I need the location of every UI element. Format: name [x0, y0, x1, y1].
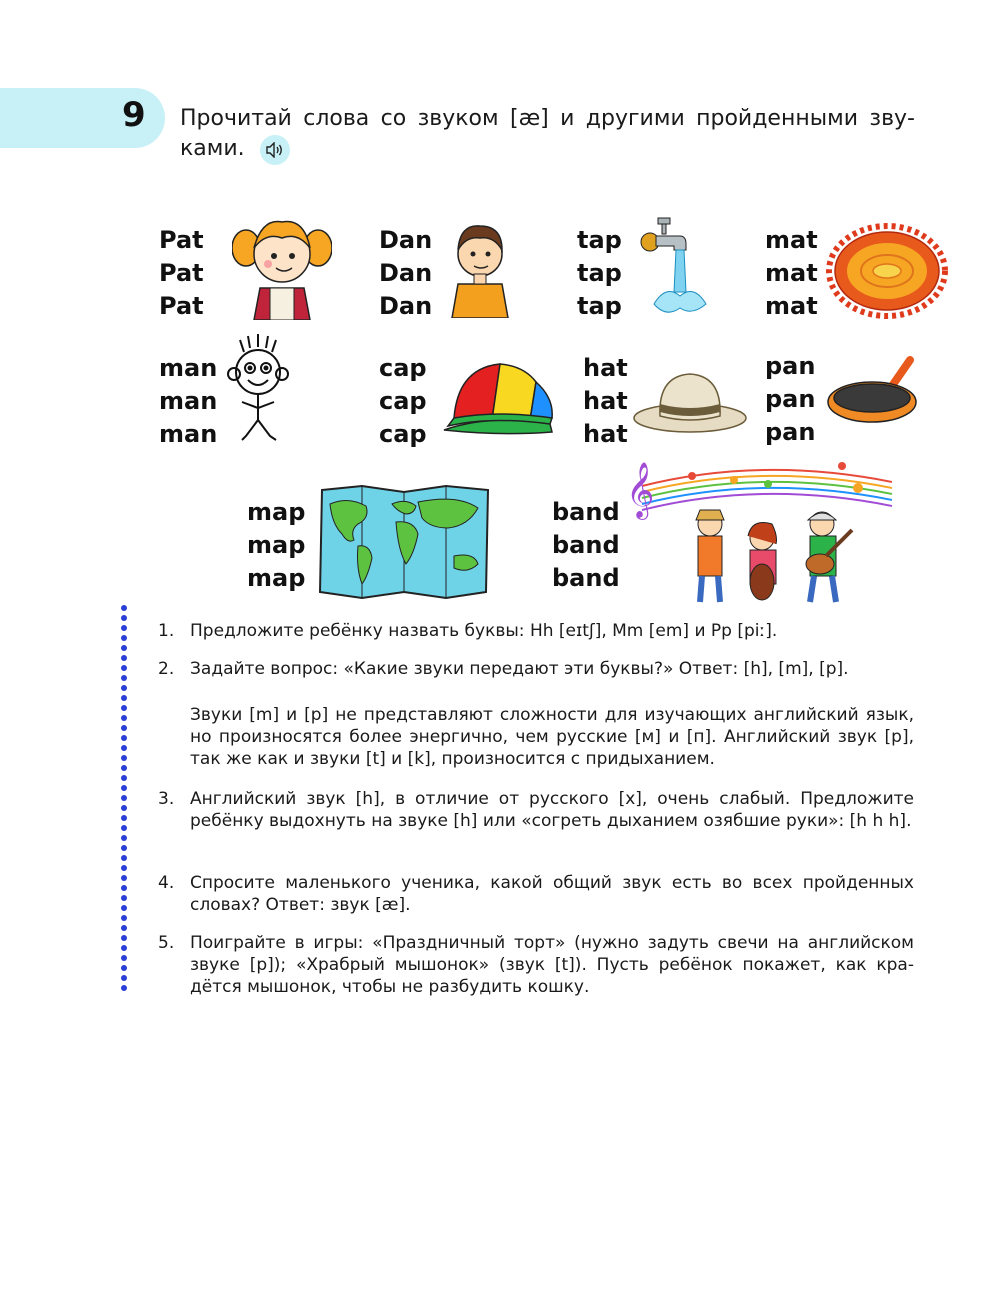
word: cap [379, 387, 427, 415]
word-group-man [159, 352, 217, 451]
note-text: Английский звук [h], в отличие от русского [х], очень слабый. Предложите ребёнку выдохнуть на звуке [h] или «согреть дыханием озябшие руки»: [h h h]. [190, 789, 914, 831]
note-text: Задайте вопрос: «Какие звуки передают эти буквы?» Ответ: [h], [m], [p]. [190, 659, 849, 679]
word-group-tap [577, 224, 622, 323]
word: hat [583, 354, 628, 382]
word: Dan [379, 292, 433, 320]
instruction-text-line2: ками. [180, 136, 245, 161]
word: cap [379, 420, 427, 448]
note-number: 2. [158, 659, 175, 679]
word-group-map [247, 496, 305, 595]
word: tap [577, 226, 622, 254]
margin-dot [121, 685, 127, 691]
margin-dot [121, 925, 127, 931]
margin-dot [121, 865, 127, 871]
note-number: 5. [158, 933, 175, 953]
girl-pat-picture [232, 208, 332, 320]
margin-dot [121, 835, 127, 841]
hat-picture [632, 368, 748, 434]
cap-picture [440, 358, 560, 438]
word: tap [577, 259, 622, 287]
word: mat [765, 292, 818, 320]
word: Dan [379, 226, 433, 254]
margin-dot [121, 635, 127, 641]
dotted-margin-line [120, 604, 128, 994]
word: map [247, 498, 306, 526]
margin-dot [121, 845, 127, 851]
audio-button[interactable] [260, 135, 290, 165]
svg-text:𝄞: 𝄞 [626, 462, 655, 518]
margin-dot [121, 775, 127, 781]
word: mat [765, 259, 818, 287]
margin-dot [121, 745, 127, 751]
margin-dot [121, 825, 127, 831]
margin-dot [121, 955, 127, 961]
note-number: 1. [158, 621, 175, 641]
word: man [159, 354, 218, 382]
margin-dot [121, 805, 127, 811]
word-group-dan [379, 224, 432, 323]
frying-pan-picture [826, 352, 920, 434]
margin-dot [121, 895, 127, 901]
margin-dot [121, 965, 127, 971]
word: band [552, 531, 620, 559]
word: mat [765, 226, 818, 254]
speaker-icon [266, 142, 284, 158]
margin-dot [121, 645, 127, 651]
note-extra-text: Звуки [m] и [p] не представляют сложности для изучающих английский язык, но произносятся более энергично, чем русские [м] и [п]. Английский звук [p], так же как и звуки [t] и [k], произносится с придыханием. [190, 705, 914, 769]
word-group-cap [379, 352, 427, 451]
word: man [159, 420, 218, 448]
word: Pat [159, 292, 204, 320]
stick-man-picture [218, 332, 298, 444]
margin-dot [121, 985, 127, 991]
margin-dot [121, 615, 127, 621]
word: Dan [379, 259, 433, 287]
word-group-band [552, 496, 620, 595]
margin-dot [121, 795, 127, 801]
word: tap [577, 292, 622, 320]
margin-dot [121, 625, 127, 631]
margin-dot [121, 815, 127, 821]
word: hat [583, 420, 628, 448]
word: man [159, 387, 218, 415]
word-group-pan [765, 350, 815, 449]
word: map [247, 531, 306, 559]
margin-dot [121, 735, 127, 741]
word: band [552, 564, 620, 592]
word: Pat [159, 259, 204, 287]
margin-dot [121, 715, 127, 721]
boy-dan-picture [450, 214, 510, 318]
mat-picture [826, 222, 948, 320]
water-tap-picture [636, 212, 710, 326]
note-number: 3. [158, 789, 175, 809]
word: pan [765, 352, 816, 380]
margin-dot [121, 905, 127, 911]
word: cap [379, 354, 427, 382]
word: pan [765, 385, 816, 413]
margin-dot [121, 975, 127, 981]
margin-dot [121, 765, 127, 771]
word: band [552, 498, 620, 526]
note-number: 4. [158, 873, 175, 893]
margin-dot [121, 605, 127, 611]
word: hat [583, 387, 628, 415]
margin-dot [121, 945, 127, 951]
note-text: Спросите маленького ученика, какой общий звук есть во всех пройденных словах? Ответ: звук [æ]. [190, 873, 914, 915]
margin-dot [121, 785, 127, 791]
margin-dot [121, 875, 127, 881]
word: map [247, 564, 306, 592]
instruction-text: Прочитай слова со звуком [æ] и другими пройденными зву- [180, 106, 915, 131]
margin-dot [121, 755, 127, 761]
margin-dot [121, 855, 127, 861]
word: pan [765, 418, 816, 446]
word: Pat [159, 226, 204, 254]
note-text: Поиграйте в игры: «Праздничный торт» (нужно задуть свечи на английском звуке [p]); «Храбрый мышонок» (звук [t]). Пусть ребёнок покажет, как кра-дётся мышонок, чтобы не разбудить кошку. [190, 933, 914, 997]
word-group-mat [765, 224, 818, 323]
margin-dot [121, 885, 127, 891]
world-map-picture [318, 484, 492, 600]
margin-dot [121, 915, 127, 921]
margin-dot [121, 725, 127, 731]
music-band-picture [622, 446, 904, 610]
exercise-number: 9 [122, 95, 146, 135]
margin-dot [121, 935, 127, 941]
margin-dot [121, 675, 127, 681]
note-text: Предложите ребёнку назвать буквы: Hh [eɪtʃ], Mm [em] и Pp [piː]. [190, 621, 778, 641]
word-group-hat [583, 352, 628, 451]
margin-dot [121, 705, 127, 711]
margin-dot [121, 665, 127, 671]
margin-dot [121, 655, 127, 661]
word-group-pat [159, 224, 204, 323]
margin-dot [121, 695, 127, 701]
